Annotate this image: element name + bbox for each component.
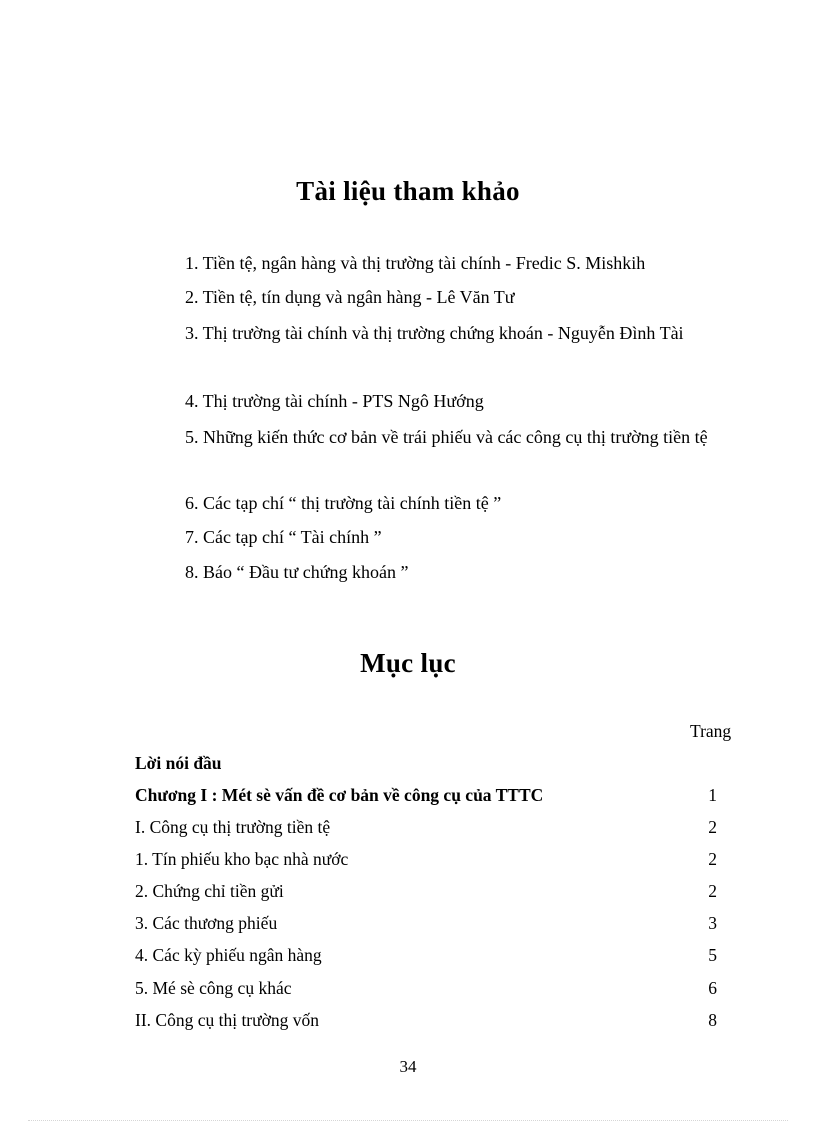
references-title: Tài liệu tham khảo (296, 176, 520, 206)
toc-row-title: 1. Tín phiếu kho bạc nhà nước (135, 849, 349, 869)
toc-row-page: 1 (708, 785, 717, 805)
toc-row-page: 3 (708, 913, 717, 933)
toc-row-page: 2 (708, 849, 717, 869)
reference-item-4: 4. Thị trường tài chính - PTS Ngô Hướng (185, 391, 484, 411)
reference-item-3: 3. Thị trường tài chính và thị trường chứng khoán - Nguyễn Đình Tài (185, 323, 684, 343)
toc-row (135, 785, 737, 809)
toc-row-title: 4. Các kỳ phiếu ngân hàng (135, 945, 322, 965)
toc-row-page: 2 (708, 881, 717, 901)
reference-item-1: 1. Tiền tệ, ngân hàng và thị trường tài chính - Fredic S. Mishkih (185, 253, 646, 273)
toc-row (135, 1010, 737, 1034)
reference-item-2: 2. Tiền tệ, tín dụng và ngân hàng - Lê Văn Tư (185, 287, 515, 307)
reference-item-5: 5. Những kiến thức cơ bản về trái phiếu và các công cụ thị trường tiền tệ (185, 427, 708, 447)
toc-row (135, 881, 737, 905)
reference-item-6: 6. Các tạp chí “ thị trường tài chính tiền tệ ” (185, 493, 502, 513)
toc-row (135, 978, 737, 1002)
toc-row-page: 8 (708, 1010, 717, 1030)
toc-row-page: 6 (708, 978, 717, 998)
toc-row (135, 945, 737, 969)
toc-title: Mục lục (360, 648, 456, 678)
toc-row (135, 913, 737, 937)
toc-row-page: 5 (708, 945, 717, 965)
toc-row-title: Lời nói đầu (135, 753, 222, 773)
reference-item-7: 7. Các tạp chí “ Tài chính ” (185, 527, 382, 547)
toc-page-header: Trang (690, 721, 732, 741)
toc-row (135, 817, 737, 841)
page-edge-divider (28, 1120, 788, 1121)
toc-row-title: II. Công cụ thị trường vốn (135, 1010, 319, 1030)
page-number: 34 (399, 1057, 417, 1076)
reference-item-8: 8. Báo “ Đầu tư chứng khoán ” (185, 562, 409, 582)
toc-row (135, 849, 737, 873)
toc-row-page: 2 (708, 817, 717, 837)
toc-row-title: Chương I : Mét sè vấn đề cơ bản về công cụ của TTTC (135, 785, 544, 805)
toc-row-title: 5. Mé sè công cụ khác (135, 978, 292, 998)
toc-row-title: 2. Chứng chỉ tiền gửi (135, 881, 284, 901)
toc-row-title: I. Công cụ thị trường tiền tệ (135, 817, 331, 837)
toc-row (135, 753, 737, 777)
toc-row-title: 3. Các thương phiếu (135, 913, 278, 933)
